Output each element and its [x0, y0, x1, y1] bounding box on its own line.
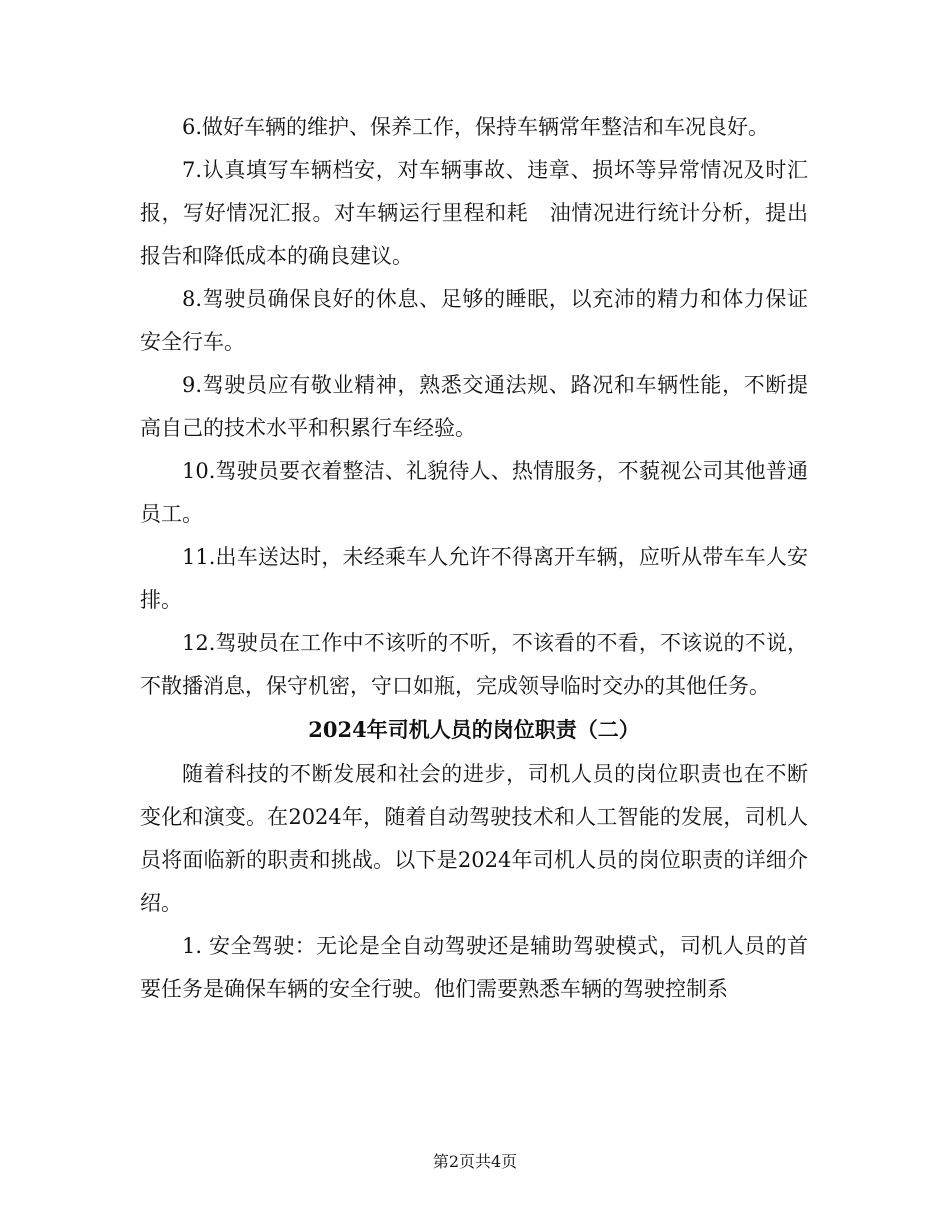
paragraph-item-9: 9.驾驶员应有敬业精神，熟悉交通法规、路况和车辆性能，不断提高自己的技术水平和积累行车经验。 — [140, 373, 808, 440]
paragraph-item-8: 8.驾驶员确保良好的休息、足够的睡眠，以充沛的精力和体力保证安全行车。 — [140, 287, 808, 354]
paragraph-item-12: 12.驾驶员在工作中不该听的不听，不该看的不看，不该说的不说，不散播消息，保守机密，守口如瓶，完成领导临时交办的其他任务。 — [140, 631, 808, 698]
page-number-footer: 第2页共4页 — [432, 1152, 518, 1171]
paragraph-item-11: 11.出车送达时，未经乘车人允许不得离开车辆，应听从带车车人安排。 — [140, 545, 808, 612]
document-body — [140, 106, 808, 1011]
paragraph-item-6: 6.做好车辆的维护、保养工作，保持车辆常年整洁和车况良好。 — [182, 115, 770, 139]
paragraph-item-7: 7.认真填写车辆档安，对车辆事故、违章、损坏等异常情况及时汇报，写好情况汇报。对车辆运行里程和耗 油情况进行统计分析，提出报告和降低成本的确良建议。 — [140, 158, 808, 268]
section-title: 2024年司机人员的岗位职责（二） — [308, 717, 640, 742]
duty-paragraph-1: 1. 安全驾驶：无论是全自动驾驶还是辅助驾驶模式，司机人员的首要任务是确保车辆的安全行驶。他们需要熟悉车辆的驾驶控制系 — [140, 934, 808, 1001]
intro-paragraph: 随着科技的不断发展和社会的进步，司机人员的岗位职责也在不断变化和演变。在2024年，随着自动驾驶技术和人工智能的发展，司机人员将面临新的职责和挑战。以下是2024年司机人员的岗位职责的详细介绍。 — [140, 762, 808, 915]
paragraph-item-10: 10.驾驶员要衣着整洁、礼貌待人、热情服务，不藐视公司其他普通员工。 — [140, 459, 808, 526]
